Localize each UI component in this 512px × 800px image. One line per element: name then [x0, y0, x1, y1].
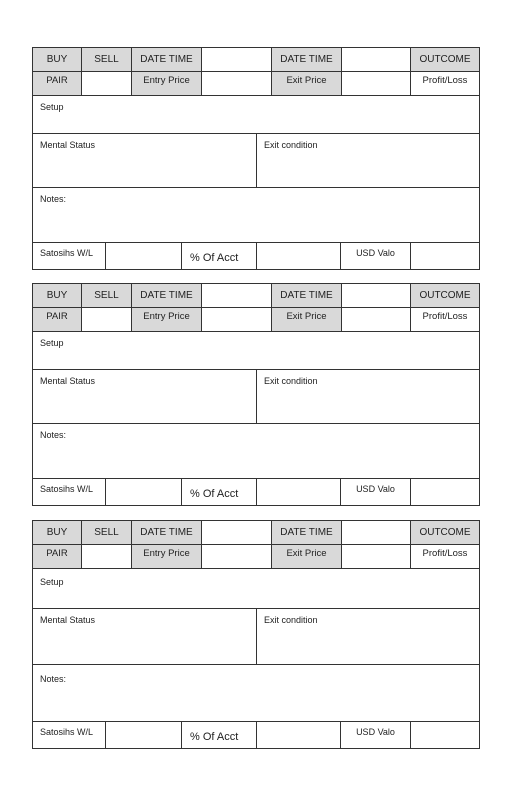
- exit-condition-label: Exit condition: [264, 615, 318, 625]
- entry-date-time-header: DATE TIME: [132, 48, 202, 71]
- notes-row: [33, 188, 479, 243]
- status-row: [33, 609, 479, 665]
- entry-price-label: Entry Price: [132, 72, 202, 95]
- notes-label: Notes:: [40, 430, 67, 440]
- notes-row: [33, 424, 479, 479]
- notes-label: Notes:: [40, 194, 67, 204]
- setup-field[interactable]: [33, 96, 479, 133]
- usd-value-field[interactable]: [411, 479, 479, 505]
- setup-row: [33, 332, 479, 370]
- notes-field[interactable]: [33, 424, 479, 478]
- trade-journal-entry-1: [32, 47, 480, 270]
- trade-journal-entry-3: [32, 520, 480, 749]
- exit-price-label: Exit Price: [272, 545, 342, 568]
- status-row: [33, 370, 479, 424]
- satoshis-field[interactable]: [106, 479, 182, 505]
- sell-header: SELL: [82, 521, 132, 544]
- footer-row: [33, 243, 479, 269]
- pair-label: PAIR: [33, 308, 82, 331]
- status-row: [33, 134, 479, 188]
- exit-condition-field[interactable]: [257, 609, 479, 664]
- price-row: [33, 545, 479, 569]
- exit-date-time-header: DATE TIME: [272, 48, 342, 71]
- pct-acct-label: % Of Acct: [182, 243, 257, 269]
- exit-price-field[interactable]: [342, 308, 411, 331]
- notes-row: [33, 665, 479, 722]
- sell-header: SELL: [82, 48, 132, 71]
- exit-date-time-field[interactable]: [342, 284, 411, 307]
- entry-price-field[interactable]: [202, 545, 272, 568]
- buy-header: BUY: [33, 284, 82, 307]
- satoshis-label: Satosihs W/L: [33, 722, 106, 748]
- profit-loss-label: Profit/Loss: [422, 75, 468, 86]
- pct-acct-field[interactable]: [257, 722, 341, 748]
- setup-row: [33, 569, 479, 609]
- header-row: [33, 284, 479, 308]
- setup-field[interactable]: [33, 332, 479, 369]
- satoshis-field[interactable]: [106, 243, 182, 269]
- outcome-header: OUTCOME: [411, 521, 479, 544]
- pair-label: PAIR: [33, 545, 82, 568]
- outcome-header: OUTCOME: [411, 284, 479, 307]
- notes-field[interactable]: [33, 188, 479, 242]
- profit-loss-label: Profit/Loss: [422, 548, 468, 559]
- pct-acct-label: % Of Acct: [182, 479, 257, 505]
- price-row: [33, 308, 479, 332]
- satoshis-label: Satosihs W/L: [33, 479, 106, 505]
- pct-acct-field[interactable]: [257, 479, 341, 505]
- exit-price-label: Exit Price: [272, 72, 342, 95]
- pct-acct-field[interactable]: [257, 243, 341, 269]
- trade-journal-entry-2: [32, 283, 480, 506]
- exit-price-label: Exit Price: [272, 308, 342, 331]
- price-row: [33, 72, 479, 96]
- profit-loss-label: Profit/Loss: [422, 311, 468, 322]
- entry-date-time-field[interactable]: [202, 48, 272, 71]
- pair-field[interactable]: [82, 72, 132, 95]
- header-row: [33, 48, 479, 72]
- entry-date-time-field[interactable]: [202, 284, 272, 307]
- entry-price-field[interactable]: [202, 308, 272, 331]
- setup-field[interactable]: [33, 569, 479, 608]
- outcome-header: OUTCOME: [411, 48, 479, 71]
- exit-price-field[interactable]: [342, 545, 411, 568]
- satoshis-label: Satosihs W/L: [33, 243, 106, 269]
- exit-date-time-field[interactable]: [342, 48, 411, 71]
- exit-condition-field[interactable]: [257, 134, 479, 187]
- mental-status-field[interactable]: [33, 609, 257, 664]
- mental-status-label: Mental Status: [40, 615, 96, 625]
- exit-price-field[interactable]: [342, 72, 411, 95]
- header-row: [33, 521, 479, 545]
- notes-field[interactable]: [33, 665, 479, 721]
- entry-date-time-header: DATE TIME: [132, 284, 202, 307]
- pair-field[interactable]: [82, 545, 132, 568]
- entry-price-label: Entry Price: [132, 545, 202, 568]
- exit-condition-label: Exit condition: [264, 376, 318, 386]
- pair-field[interactable]: [82, 308, 132, 331]
- setup-row: [33, 96, 479, 134]
- notes-label: Notes:: [40, 674, 67, 684]
- sell-header: SELL: [82, 284, 132, 307]
- footer-row: [33, 722, 479, 748]
- pct-acct-label: % Of Acct: [182, 722, 257, 748]
- pair-label: PAIR: [33, 72, 82, 95]
- entry-date-time-header: DATE TIME: [132, 521, 202, 544]
- usd-value-label: USD Valo: [341, 479, 411, 505]
- usd-value-label: USD Valo: [341, 243, 411, 269]
- satoshis-field[interactable]: [106, 722, 182, 748]
- buy-header: BUY: [33, 48, 82, 71]
- usd-value-field[interactable]: [411, 243, 479, 269]
- entry-price-field[interactable]: [202, 72, 272, 95]
- exit-date-time-header: DATE TIME: [272, 284, 342, 307]
- entry-date-time-field[interactable]: [202, 521, 272, 544]
- setup-label: Setup: [40, 577, 64, 587]
- mental-status-label: Mental Status: [40, 376, 96, 386]
- mental-status-label: Mental Status: [40, 140, 96, 150]
- usd-value-field[interactable]: [411, 722, 479, 748]
- exit-condition-label: Exit condition: [264, 140, 318, 150]
- buy-header: BUY: [33, 521, 82, 544]
- usd-value-label: USD Valo: [341, 722, 411, 748]
- setup-label: Setup: [40, 338, 64, 348]
- exit-date-time-field[interactable]: [342, 521, 411, 544]
- entry-price-label: Entry Price: [132, 308, 202, 331]
- exit-date-time-header: DATE TIME: [272, 521, 342, 544]
- setup-label: Setup: [40, 102, 64, 112]
- mental-status-field[interactable]: [33, 134, 257, 187]
- exit-condition-field[interactable]: [257, 370, 479, 423]
- footer-row: [33, 479, 479, 505]
- mental-status-field[interactable]: [33, 370, 257, 423]
